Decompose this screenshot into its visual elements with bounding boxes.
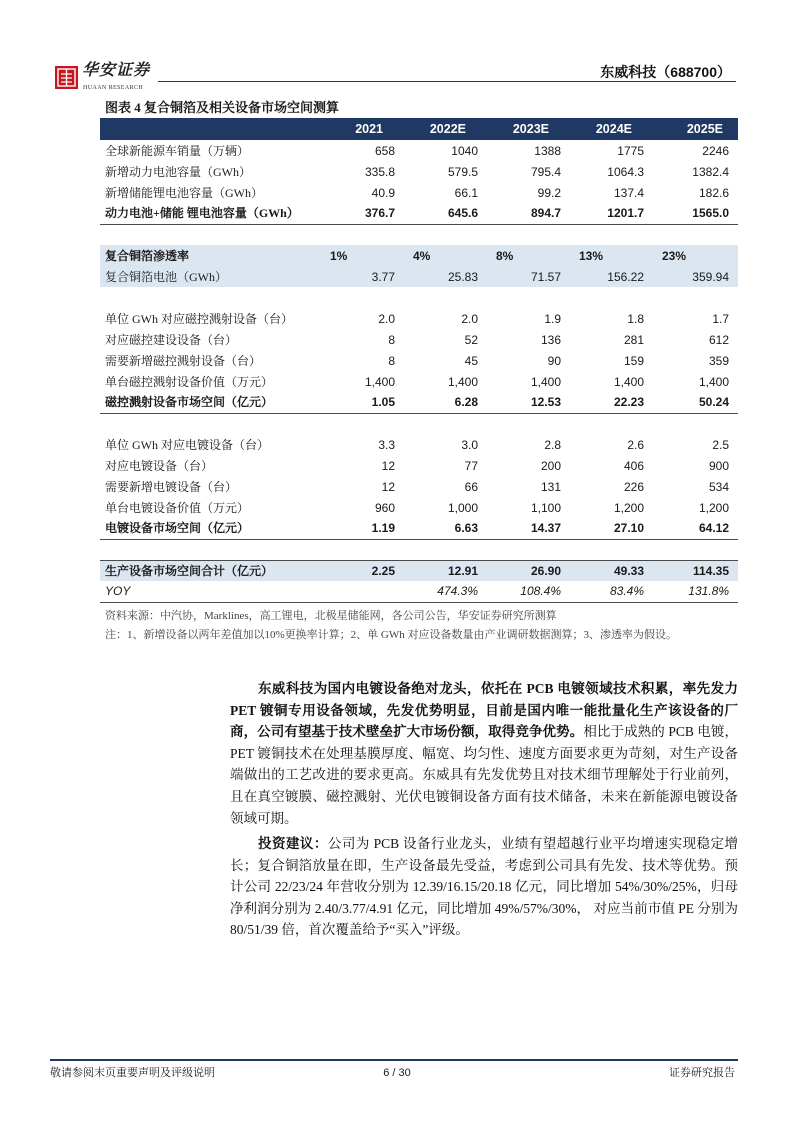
cell-value: 960 <box>374 500 395 515</box>
cell-value: 1064.3 <box>607 164 644 179</box>
cell-value: 23% <box>647 245 738 266</box>
cell-value: 200 <box>540 458 561 473</box>
cell-value: 1388 <box>534 143 561 158</box>
cell-value: 2.5 <box>712 437 729 452</box>
cell-value: 64.12 <box>647 518 738 539</box>
cell-value: 8 <box>388 353 395 368</box>
cell-value: 52 <box>464 332 478 347</box>
cell-value: 131 <box>540 479 561 494</box>
table-row-yoy <box>100 581 738 602</box>
cell-value: 795.4 <box>530 164 561 179</box>
cell-value: 359 <box>708 353 729 368</box>
table-row <box>100 182 738 203</box>
cell-value: 1382.4 <box>692 164 729 179</box>
cell-value: 579.5 <box>447 164 478 179</box>
table-row <box>100 476 738 497</box>
cell-value: 1.05 <box>315 392 398 413</box>
cell-value: 335.8 <box>364 164 395 179</box>
cell-value: 376.7 <box>315 203 398 224</box>
table-header-row <box>100 118 738 140</box>
cell-value: 25.83 <box>398 266 481 287</box>
row-label: 对应电镀设备（台） <box>105 458 214 473</box>
source-note: 资料来源：中汽协，Marklines，高工锂电，北极星储能网，各公司公告，华安证券研究所测算 <box>105 610 557 622</box>
row-label: 对应磁控建设设备（台） <box>105 332 238 347</box>
table-row <box>100 308 738 329</box>
cell-value: 159 <box>623 353 644 368</box>
table-row <box>100 140 738 161</box>
cell-value: 50.24 <box>647 392 738 413</box>
header-blank-cell <box>100 118 315 140</box>
cell-value: 6.28 <box>398 392 481 413</box>
huaan-logo-icon <box>55 66 78 89</box>
row-label: 需要新增电镀设备（台） <box>105 479 238 494</box>
cell-value: 226 <box>623 479 644 494</box>
table-row <box>100 371 738 392</box>
cell-value: 1565.0 <box>647 203 738 224</box>
table-row <box>100 434 738 455</box>
cell-value: 156.22 <box>564 266 647 287</box>
analysis-paragraph <box>230 678 738 829</box>
cell-value: 474.3% <box>398 581 481 602</box>
method-note: 注：1、新增设备以两年差值加以10%更换率计算；2、单 GWh 对应设备数量由产业调研数据测算；3、渗透率为假设。 <box>105 629 677 641</box>
table-row-subtotal <box>100 392 738 413</box>
header-rule <box>158 81 736 82</box>
footer-report-type: 证券研究报告 <box>669 1067 735 1079</box>
spacer-cell <box>100 224 738 245</box>
investment-paragraph <box>230 833 738 941</box>
cell-value: 2.8 <box>544 437 561 452</box>
header-year: 2021 <box>315 118 398 140</box>
cell-value: 1775 <box>617 143 644 158</box>
header-year: 2023E <box>481 118 564 140</box>
cell-value: 13% <box>564 245 647 266</box>
row-label: 新增储能锂电池容量（GWh） <box>105 185 263 200</box>
cell-value: 1,100 <box>530 500 561 515</box>
row-label: 电镀设备市场空间（亿元） <box>100 518 315 539</box>
cell-value: 6.63 <box>398 518 481 539</box>
cell-value: 1,400 <box>698 374 729 389</box>
table-notes <box>105 607 677 645</box>
cell-value: 612 <box>708 332 729 347</box>
cell-value: 49.33 <box>564 560 647 581</box>
cell-value: 1.7 <box>712 311 729 326</box>
cell-value: 1% <box>315 245 398 266</box>
spacer-cell <box>100 539 738 560</box>
cell-value: 359.94 <box>647 266 738 287</box>
investment-lead: 投资建议： <box>258 836 328 851</box>
cell-value: 1.19 <box>315 518 398 539</box>
cell-value: 45 <box>464 353 478 368</box>
footer-disclaimer: 敬请参阅末页重要声明及评级说明 <box>50 1067 215 1079</box>
table-row <box>100 329 738 350</box>
spacer-cell <box>100 287 738 308</box>
spacer-row <box>100 413 738 434</box>
cell-value: 108.4% <box>481 581 564 602</box>
cell-value: 4% <box>398 245 481 266</box>
cell-value: 645.6 <box>398 203 481 224</box>
cell-value: 2.0 <box>461 311 478 326</box>
cell-value: 1040 <box>451 143 478 158</box>
analysis-text: 相比于成熟的 PCB 电镀，PET 镀铜技术在处理基膜厚度、幅宽、均匀性、速度方面要求更为苛刻，对生产设备端做出的工艺改进的要求更高。东威具有先发优势且对技术细节理解处于行业前列，且在真空镀膜、磁控溅射、光伏电镀铜设备方面有技术储备，未来在新能源电镀设备领域可期。 <box>230 724 738 826</box>
header-year: 2025E <box>647 118 738 140</box>
row-label: 单台电镀设备价值（万元） <box>105 500 250 515</box>
row-label: 磁控溅射设备市场空间（亿元） <box>100 392 315 413</box>
cell-value: 66 <box>464 479 478 494</box>
cell-value: 83.4% <box>564 581 647 602</box>
header-year: 2024E <box>564 118 647 140</box>
row-label: 动力电池+储能 锂电池容量（GWh） <box>100 203 315 224</box>
cell-value: 27.10 <box>564 518 647 539</box>
cell-value: 1.9 <box>544 311 561 326</box>
company-title: 东威科技（688700） <box>600 64 731 80</box>
table-row <box>100 497 738 518</box>
table-row <box>100 455 738 476</box>
cell-value: 1,400 <box>613 374 644 389</box>
cell-value: 8 <box>388 332 395 347</box>
cell-value: 137.4 <box>613 185 644 200</box>
cell-value: 900 <box>708 458 729 473</box>
cell-value: 2.25 <box>315 560 398 581</box>
cell-value: 1,000 <box>447 500 478 515</box>
cell-value: 534 <box>708 479 729 494</box>
cell-value: 1,200 <box>698 500 729 515</box>
row-label: 全球新能源车销量（万辆） <box>105 143 250 158</box>
table-row-subtotal <box>100 518 738 539</box>
cell-value: 8% <box>481 245 564 266</box>
cell-value: 99.2 <box>537 185 561 200</box>
cell-value: 90 <box>547 353 561 368</box>
cell-value: 40.9 <box>371 185 395 200</box>
header-year: 2022E <box>398 118 481 140</box>
cell-value: 131.8% <box>647 581 738 602</box>
cell-value: 3.3 <box>378 437 395 452</box>
row-label: 单位 GWh 对应磁控溅射设备（台） <box>105 311 293 326</box>
footer-rule <box>50 1059 738 1061</box>
table-row <box>100 266 738 287</box>
spacer-cell <box>100 413 738 434</box>
cell-value: 406 <box>623 458 644 473</box>
row-label: 复合铜箔电池（GWh） <box>100 266 315 287</box>
analysis-lead: 东威科技为国内电镀设备绝对龙头，依托在 PCB 电镀领域技术积累，率先发力 PET 镀铜专用设备领域，先发优势明显，目前是国内唯一能批量化生产该设备的厂商，公司有望基于技术壁垒扩大市场份额，取得竞争优势。 <box>230 681 738 740</box>
cell-value: 1,400 <box>364 374 395 389</box>
cell-value: 2246 <box>702 143 729 158</box>
cell-value: 66.1 <box>454 185 478 200</box>
table-row-penetration <box>100 245 738 266</box>
cell-value: 14.37 <box>481 518 564 539</box>
table-row <box>100 161 738 182</box>
cell-value: 12.91 <box>398 560 481 581</box>
investment-text: 公司为 PCB 设备行业龙头，业绩有望超越行业平均增速实现稳定增长；复合铜箔放量在即，生产设备最先受益，考虑到公司具有先发、技术等优势。预计公司 22/23/24 年营收分别为 12.39/16.15/20.18 亿元，同比增加 54%/30%/25%，归母净利润分别为 2.40/3.77/4.91 亿元，同比增加 49%/57%/30%， 对应当前市值 PE 分别为 80/51/39 倍，首次覆盖给予“买入”评级。 <box>230 836 738 938</box>
cell-value: 3.0 <box>461 437 478 452</box>
cell-value: 1,400 <box>447 374 478 389</box>
market-space-table <box>100 118 738 603</box>
logo-wordmark-cn: 华安证券 <box>82 60 151 79</box>
logo-wordmark-en: HUAAN RESEARCH <box>83 85 144 91</box>
cell-value: 136 <box>540 332 561 347</box>
row-label: 生产设备市场空间合计（亿元） <box>100 560 315 581</box>
row-label: 单位 GWh 对应电镀设备（台） <box>105 437 269 452</box>
cell-value: 1,200 <box>613 500 644 515</box>
cell-value: 114.35 <box>647 560 738 581</box>
table-row-subtotal <box>100 203 738 224</box>
cell-value: 182.6 <box>698 185 729 200</box>
cell-value: 26.90 <box>481 560 564 581</box>
cell-value: 12 <box>381 458 395 473</box>
cell-value: 1,400 <box>530 374 561 389</box>
row-label: YOY <box>100 581 315 602</box>
cell-value: 1.8 <box>627 311 644 326</box>
cell-value: 77 <box>464 458 478 473</box>
cell-empty <box>315 581 398 602</box>
cell-value: 12.53 <box>481 392 564 413</box>
cell-value: 3.77 <box>315 266 398 287</box>
spacer-row <box>100 287 738 308</box>
cell-value: 2.0 <box>378 311 395 326</box>
cell-value: 281 <box>623 332 644 347</box>
spacer-row <box>100 539 738 560</box>
cell-value: 22.23 <box>564 392 647 413</box>
cell-value: 12 <box>381 479 395 494</box>
spacer-row <box>100 224 738 245</box>
table-row-total <box>100 560 738 581</box>
cell-value: 2.6 <box>627 437 644 452</box>
cell-value: 71.57 <box>481 266 564 287</box>
cell-value: 658 <box>374 143 395 158</box>
row-label: 新增动力电池容量（GWh） <box>105 164 251 179</box>
page-number: 6 / 30 <box>383 1067 411 1079</box>
table-row <box>100 350 738 371</box>
cell-value: 894.7 <box>481 203 564 224</box>
row-label: 需要新增磁控溅射设备（台） <box>105 353 262 368</box>
cell-value: 1201.7 <box>564 203 647 224</box>
row-label: 复合铜箔渗透率 <box>100 245 315 266</box>
figure-title: 图表 4 复合铜箔及相关设备市场空间测算 <box>105 100 340 115</box>
row-label: 单台磁控溅射设备价值（万元） <box>105 374 274 389</box>
